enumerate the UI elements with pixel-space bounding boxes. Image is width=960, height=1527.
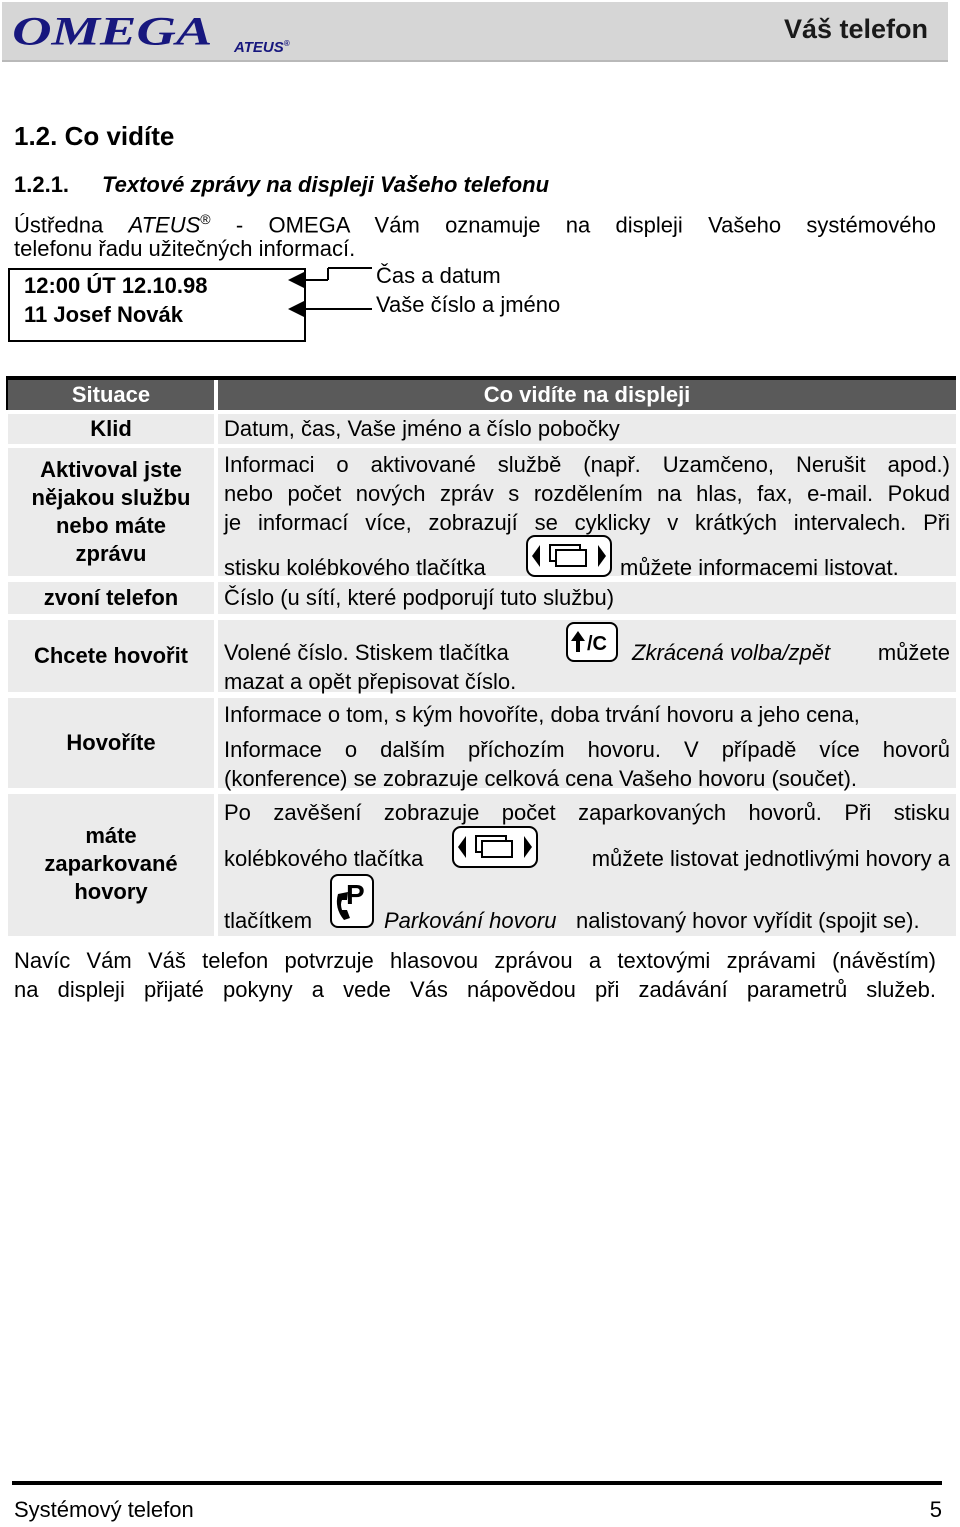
row-klid-situation: Klid	[8, 414, 214, 444]
cradle-button-icon	[526, 535, 612, 577]
subsection-heading	[14, 172, 549, 198]
intro-line-1: Ústředna ATEUS® - OMEGA Vám oznamuje na displeji Vašeho systémového	[14, 211, 936, 238]
row-ringing-text: Číslo (u sítí, které podporují tuto službu)	[218, 582, 956, 614]
logo-text: OMEGA	[12, 9, 213, 54]
outro-line-1: Navíc Vám Váš telefon potvrzuje hlasovou zprávou a textovými zprávami (návěstím)	[14, 948, 936, 973]
intro-line-2: telefonu řadu užitečných informací.	[14, 236, 356, 261]
label-time-date: Čas a datum	[376, 263, 501, 288]
display-arrows	[284, 266, 374, 322]
page-number: 5	[929, 1497, 942, 1522]
row-service-situation: Aktivoval jste nějakou službu nebo máte zprávu	[8, 448, 214, 576]
table-left-border	[6, 376, 8, 410]
header-title: Váš telefon	[783, 14, 928, 44]
arrow-head-2	[288, 301, 304, 317]
display-line-2: 11 Josef Novák	[24, 302, 183, 327]
col-header-situation: Situace	[8, 380, 214, 410]
svg-text:P: P	[346, 879, 365, 910]
park-call-key-icon	[330, 874, 374, 930]
row-talking-text: Informace o tom, s kým hovoříte, doba trvání hovoru a jeho cena, Informace o dalším příchozím hovoru. V případě více hovorů (konference) se zobrazuje celková cena Vašeho hovoru (součet).	[218, 698, 956, 788]
row-parked-text: Po zavěšení zobrazuje počet zaparkovaných hovorů. Při stisku kolébkového tlačítka můžete listovat jednotlivými hovory a tlačítkem P Parkování hovoru nalistovaný hovor vyřídit (spojit se).	[224, 800, 950, 933]
shortcut-back-key-icon	[566, 622, 618, 662]
section-heading: 1.2. Co vidíte	[14, 121, 175, 151]
row-talking-situation: Hovoříte	[8, 698, 214, 788]
col-header-display: Co vidíte na displeji	[218, 380, 956, 410]
info-table	[6, 376, 956, 936]
display-line-1: 12:00 ÚT 12.10.98	[24, 273, 208, 298]
subsection-number: 1.2.1.	[14, 172, 70, 197]
row-call-text: Volené číslo. Stiskem tlačítka /C Zkrácená volba/zpět můžete mazat a opět přepisovat číslo.	[224, 620, 950, 692]
row-ringing-situation: zvoní telefon	[8, 582, 214, 614]
arrow-head-1	[288, 272, 304, 288]
row-service-text: Informaci o aktivované službě (např. Uzamčeno, Nerušit apod.) nebo počet nových zpráv s rozdělením na hlas, fax, e-mail. Pokud je informací více, zobrazují se cyklicky v krátkých intervalech. Při stisku kolébkového tlačítka můžete informacemi listovat.	[224, 452, 950, 580]
svg-text:/C: /C	[587, 633, 607, 655]
footer-rule	[12, 1481, 942, 1485]
row-klid-text: Datum, čas, Vaše jméno a číslo pobočky	[218, 414, 956, 444]
row-parked-situation: máte zaparkované hovory	[8, 794, 214, 936]
label-number-name: Vaše číslo a jméno	[376, 292, 561, 317]
row-call-situation: Chcete hovořit	[8, 620, 214, 692]
outro-line-2: na displeji přijaté pokyny a vede Vás nápovědou při zadávání parametrů služeb.	[14, 977, 936, 1002]
page-header	[2, 2, 948, 62]
footer-title: Systémový telefon	[14, 1497, 194, 1522]
logo-sub: ATEUS®	[234, 39, 290, 56]
subsection-title: Textové zprávy na displeji Vašeho telefonu	[102, 172, 550, 197]
cradle-button-icon-2	[452, 826, 538, 868]
